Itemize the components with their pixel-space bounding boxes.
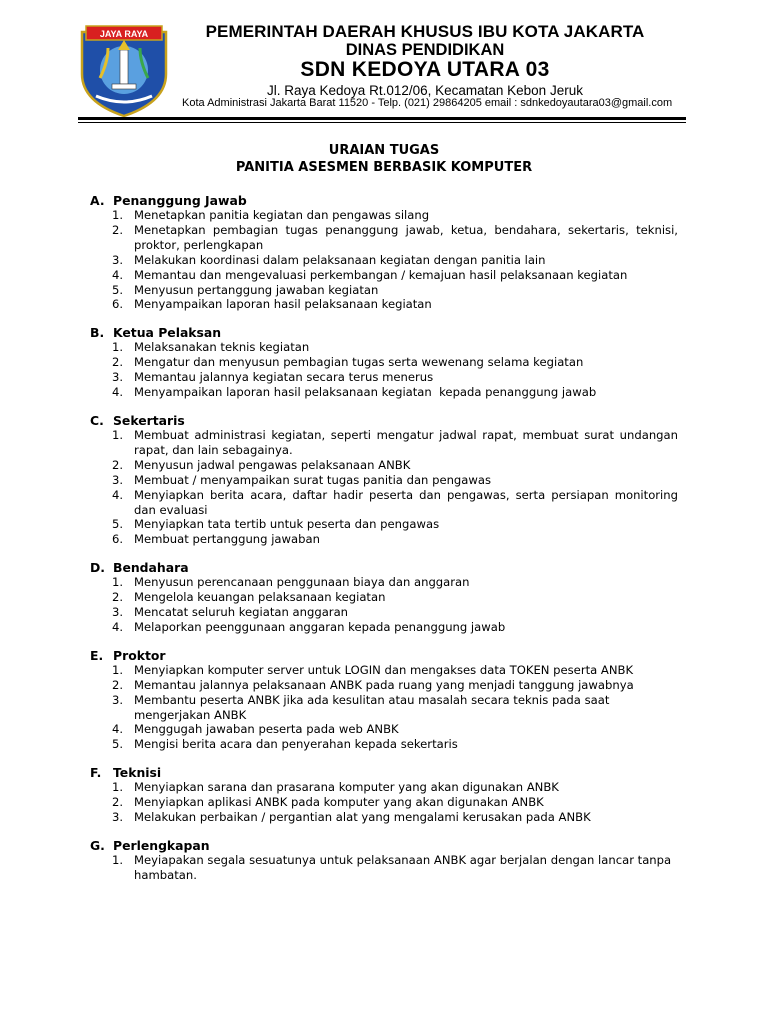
item-number: 5.	[112, 517, 124, 532]
section-title: Bendahara	[113, 560, 189, 576]
item-text: Menetapkan pembagian tugas penanggung jawab, ketua, bendahara, sekertaris, teknisi, proktor, perlengkapan	[134, 222, 678, 252]
item-text: Mencatat seluruh kegiatan anggaran	[134, 605, 349, 620]
list-item	[90, 795, 678, 810]
item-text: Membantu peserta ANBK jika ada kesulitan atau masalah secara teknis pada saat mengerjakan ANBK	[134, 692, 610, 722]
section-heading	[90, 560, 678, 575]
duties-list	[90, 193, 678, 896]
list-item	[90, 473, 678, 488]
list-item	[90, 488, 678, 518]
item-text: Menggugah jawaban peserta pada web ANBK	[134, 722, 399, 737]
item-text: Menyiapkan komputer server untuk LOGIN dan mengakses data TOKEN peserta ANBK	[134, 662, 634, 677]
section-letter: A.	[90, 193, 105, 208]
item-text: Meyiapakan segala sesuatunya untuk pelaksanaan ANBK agar berjalan dengan lancar tanpa hambatan.	[134, 853, 672, 882]
section-letter: C.	[90, 412, 104, 428]
item-number: 2.	[112, 677, 124, 692]
section-letter: B.	[90, 325, 105, 341]
list-item	[90, 370, 678, 385]
item-text: Memantau dan mengevaluasi perkembangan / kemajuan hasil pelaksanaan kegiatan	[134, 267, 628, 282]
section-perlengkapan	[90, 838, 678, 883]
item-text: Menyusun jadwal pengawas pelaksanaan ANBK	[134, 457, 411, 472]
item-text: Membuat / menyampaikan surat tugas panitia dan pengawas	[134, 472, 492, 487]
list-item	[90, 253, 678, 268]
item-number: 2.	[112, 222, 124, 237]
section-heading	[90, 193, 678, 208]
list-item	[90, 340, 678, 355]
section-title: Penanggung Jawab	[113, 193, 247, 208]
section-sekertaris	[90, 413, 678, 547]
section-title: Ketua Pelaksan	[113, 325, 222, 341]
item-number: 1.	[112, 662, 124, 677]
item-text: Melakukan perbaikan / pergantian alat yang mengalami kerusakan pada ANBK	[134, 810, 591, 825]
item-number: 5.	[112, 737, 124, 752]
item-text: Melaporkan peenggunaan anggaran kepada penanggung jawab	[134, 619, 506, 634]
section-heading	[90, 765, 678, 780]
item-text: Menyiapkan berita acara, daftar hadir peserta dan pengawas, serta persiapan monitoring dan evaluasi	[134, 487, 678, 517]
item-number: 3.	[112, 810, 124, 825]
section-title: Teknisi	[113, 765, 162, 781]
letterhead-school-name: SDN KEDOYA UTARA 03	[300, 58, 550, 81]
item-number: 1.	[112, 853, 124, 867]
section-ketua-pelaksana	[90, 325, 678, 400]
list-item	[90, 722, 678, 737]
item-number: 2.	[112, 355, 124, 370]
letterhead-rule-thin	[78, 122, 686, 123]
section-letter: E.	[90, 647, 104, 663]
item-text: Membuat pertanggung jawaban	[134, 532, 320, 547]
item-text: Menyiapkan sarana dan prasarana komputer yang akan digunakan ANBK	[134, 780, 559, 795]
section-heading	[90, 648, 678, 663]
item-number: 1.	[112, 340, 124, 355]
item-text: Memantau jalannya pelaksanaan ANBK pada ruang yang menjadi tanggung jawabnya	[134, 677, 634, 692]
letterhead-contact: Kota Administrasi Jakarta Barat 11520 - Telp. (021) 29864205 email : sdnkedoyautara03@gmail.com	[182, 97, 673, 109]
list-item	[90, 532, 678, 547]
item-number: 6.	[112, 297, 124, 312]
letterhead-address: Jl. Raya Kedoya Rt.012/06, Kecamatan Kebon Jeruk	[267, 83, 583, 98]
item-number: 3.	[112, 370, 124, 385]
letterhead-government: PEMERINTAH DAERAH KHUSUS IBU KOTA JAKARTA	[205, 22, 645, 41]
item-number: 4.	[112, 385, 124, 400]
list-item	[90, 283, 678, 298]
list-item	[90, 620, 678, 635]
item-number: 3.	[112, 252, 124, 267]
item-number: 4.	[112, 619, 124, 634]
item-text: Menetapkan panitia kegiatan dan pengawas silang	[134, 208, 430, 222]
item-number: 2.	[112, 590, 124, 605]
section-heading	[90, 838, 678, 853]
list-item	[90, 590, 678, 605]
list-item	[90, 428, 678, 458]
section-penanggung-jawab	[90, 193, 678, 312]
section-teknisi	[90, 765, 678, 825]
list-item	[90, 385, 678, 400]
section-proktor	[90, 648, 678, 752]
list-item	[90, 355, 678, 370]
section-letter: F.	[90, 765, 102, 781]
letterhead-department: DINAS PENDIDIKAN	[345, 41, 505, 59]
item-text: Mengelola keuangan pelaksanaan kegiatan	[134, 590, 386, 605]
letterhead-rule-thick	[78, 117, 686, 120]
list-item	[90, 810, 678, 825]
list-item	[90, 663, 678, 678]
section-heading	[90, 413, 678, 428]
section-title: Proktor	[113, 647, 166, 663]
item-text: Menyusun pertanggung jawaban kegiatan	[134, 282, 379, 297]
item-text: Melakukan koordinasi dalam pelaksanaan kegiatan dengan panitia lain	[134, 252, 546, 267]
item-number: 3.	[112, 692, 124, 707]
section-bendahara	[90, 560, 678, 635]
item-text: Menyiapkan tata tertib untuk peserta dan pengawas	[134, 517, 440, 532]
item-number: 1.	[112, 780, 124, 795]
list-item	[90, 605, 678, 620]
document-subtitle: PANITIA ASESMEN BERBASIK KOMPUTER	[235, 160, 533, 175]
list-item	[90, 678, 678, 693]
item-number: 3.	[112, 472, 124, 487]
list-item	[90, 208, 678, 223]
item-text: Mengisi berita acara dan penyerahan kepada sekertaris	[134, 737, 458, 752]
item-text: Menyampaikan laporan hasil pelaksanaan kegiatan kepada penanggung jawab	[134, 385, 597, 400]
item-text: Menyusun perencanaan penggunaan biaya dan anggaran	[134, 575, 470, 590]
item-number: 5.	[112, 282, 124, 297]
list-item	[90, 517, 678, 532]
list-item	[90, 693, 678, 723]
section-letter: D.	[90, 560, 105, 576]
section-letter: G.	[90, 838, 105, 853]
list-item	[90, 575, 678, 590]
item-number: 4.	[112, 267, 124, 282]
list-item	[90, 853, 678, 883]
item-text: Menyampaikan laporan hasil pelaksanaan kegiatan	[134, 297, 432, 312]
item-number: 4.	[112, 722, 124, 737]
list-item	[90, 780, 678, 795]
document-title: URAIAN TUGAS	[328, 143, 440, 158]
item-number: 3.	[112, 605, 124, 620]
item-number: 2.	[112, 457, 124, 472]
item-text: Mengatur dan menyusun pembagian tugas serta wewenang selama kegiatan	[134, 355, 584, 370]
section-title: Perlengkapan	[113, 838, 210, 853]
item-text: Memantau jalannya kegiatan secara terus menerus	[134, 370, 434, 385]
logo-motto-text: JAYA RAYA	[99, 29, 149, 39]
jakarta-emblem-logo	[78, 22, 170, 118]
list-item	[90, 223, 678, 253]
list-item	[90, 268, 678, 283]
list-item	[90, 737, 678, 752]
item-number: 1.	[112, 575, 124, 590]
section-heading	[90, 325, 678, 340]
item-number: 6.	[112, 532, 124, 547]
section-title: Sekertaris	[113, 412, 185, 428]
item-number: 2.	[112, 795, 124, 810]
list-item	[90, 297, 678, 312]
item-number: 1.	[112, 427, 124, 442]
item-text: Membuat administrasi kegiatan, seperti mengatur jadwal rapat, membuat surat undangan rapat, dan lain sebagainya.	[134, 427, 678, 457]
item-number: 1.	[112, 208, 124, 222]
item-text: Melaksanakan teknis kegiatan	[134, 340, 310, 355]
list-item	[90, 458, 678, 473]
item-number: 4.	[112, 487, 124, 502]
item-text: Menyiapkan aplikasi ANBK pada komputer yang akan digunakan ANBK	[134, 795, 544, 810]
